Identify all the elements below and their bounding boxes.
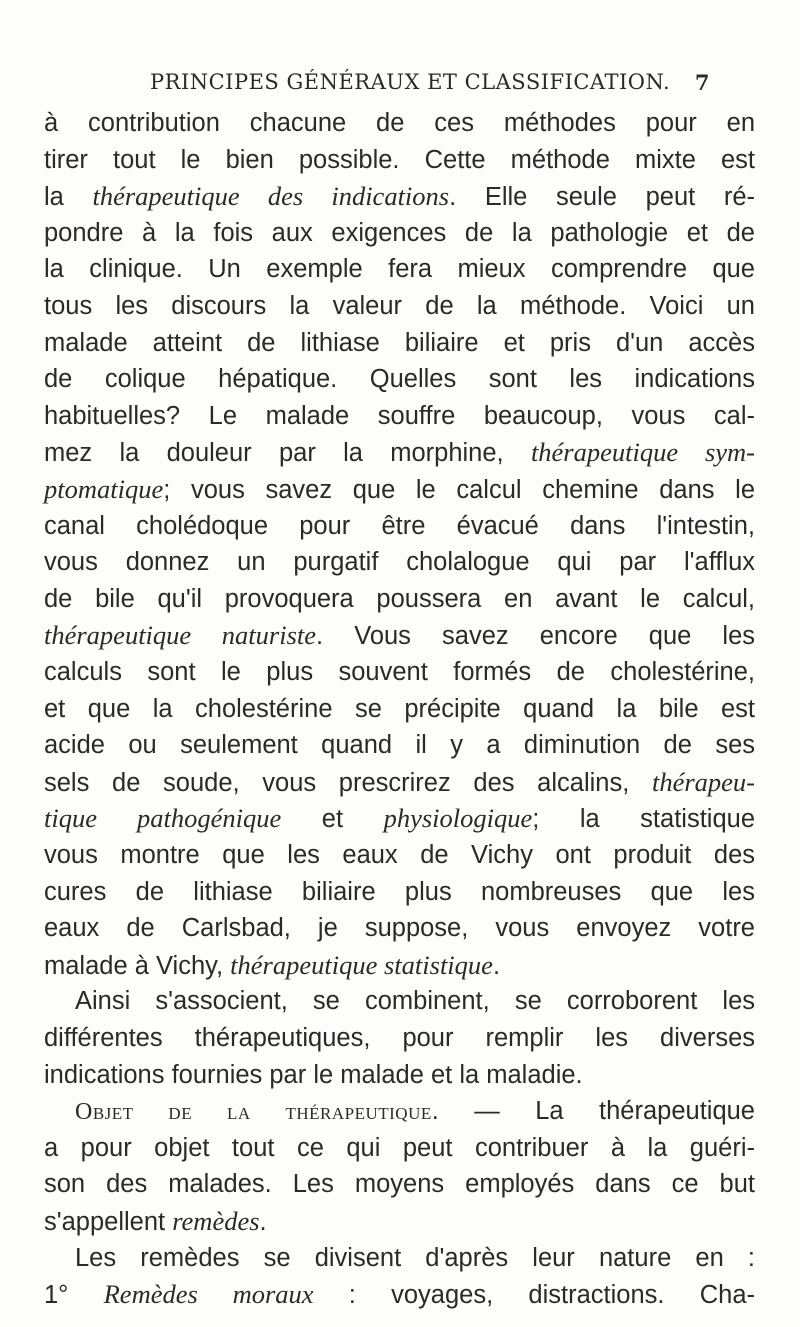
text-run: eaux de Carlsbad, je suppose, vous envoyez votre	[44, 914, 755, 943]
text-line	[44, 105, 755, 141]
text-line	[44, 508, 755, 544]
text-run: canal cholédoque pour être évacué dans l'intestin,	[44, 511, 755, 540]
running-head	[150, 70, 710, 102]
text-run: .	[259, 1208, 267, 1236]
text-line	[44, 764, 755, 800]
text-line	[44, 581, 755, 617]
text-line	[44, 617, 755, 653]
text-run: et	[281, 805, 384, 834]
text-line	[44, 691, 755, 727]
text-run: ; vous savez que le calcul chemine dans le	[163, 476, 755, 504]
text-run: tous les discours la valeur de la méthode. Voici un	[44, 292, 755, 320]
text-run: indications fournies par le malade et la maladie.	[44, 1060, 583, 1089]
text-line	[44, 1203, 755, 1239]
running-title: PRINCIPES GÉNÉRAUX ET CLASSIFICATION.	[150, 70, 671, 94]
text-line	[44, 1020, 755, 1056]
text-run: acide ou seulement quand il y a diminution de ses	[44, 731, 755, 760]
text-line	[44, 837, 755, 873]
text-run: vous montre que les eaux de Vichy ont produit des	[44, 841, 755, 869]
text-line	[44, 398, 755, 434]
italic-text: thérapeutique naturiste	[44, 620, 317, 651]
text-run: de bile qu'il provoquera poussera en avant le calcul,	[44, 584, 755, 613]
text-line	[44, 325, 755, 361]
text-run: la clinique. Un exemple fera mieux comprendre que	[44, 255, 755, 284]
text-line	[44, 178, 755, 214]
text-run: . Vous savez encore que les	[316, 622, 755, 651]
text-run: la	[44, 183, 93, 212]
text-run: et que la cholestérine se précipite quand la bile est	[44, 694, 755, 723]
text-run: différentes thérapeutiques, pour remplir les diverses	[44, 1024, 755, 1052]
text-run: calculs sont le plus souvent formés de cholestérine,	[44, 658, 755, 686]
section-heading: Objet de la thérapeutique	[75, 1099, 432, 1126]
text-run: mez la douleur par la morphine,	[44, 439, 531, 468]
text-line	[44, 1130, 755, 1166]
italic-text: remèdes	[172, 1206, 260, 1236]
page-number: 7	[694, 70, 710, 95]
text-run: sels de soude, vous prescrirez des alcalins,	[44, 768, 652, 797]
text-run: habituelles? Le malade souffre beaucoup, vous cal-	[44, 401, 755, 430]
text-run: Les remèdes se divisent d'après leur nature en :	[75, 1243, 755, 1272]
italic-text: thérapeutique statistique	[230, 949, 493, 980]
text-line	[44, 727, 755, 763]
text-line	[75, 1093, 755, 1129]
text-run: . Elle seule peut ré-	[449, 183, 756, 212]
text-line	[44, 288, 755, 324]
text-run: malade atteint de lithiase biliaire et pris d'un accès	[44, 328, 755, 357]
italic-text: Remèdes moraux	[103, 1279, 314, 1310]
text-line	[44, 1166, 755, 1202]
italic-text: ptomatique	[44, 474, 164, 504]
italic-text: thérapeu-	[651, 766, 755, 797]
text-run: a pour objet tout ce qui peut contribuer à la guéri-	[44, 1133, 755, 1162]
text-run: vous donnez un purgatif cholalogue qui par l'afflux	[44, 548, 755, 577]
text-line	[44, 947, 755, 983]
text-line	[44, 874, 755, 910]
text-line	[44, 1057, 755, 1093]
italic-text: thérapeutique des indications	[92, 181, 450, 212]
text-run: malade à Vichy,	[44, 951, 231, 980]
text-line	[44, 142, 755, 178]
italic-text: physiologique	[383, 803, 533, 834]
text-line	[44, 215, 755, 251]
text-line	[44, 800, 755, 836]
text-line	[44, 910, 755, 946]
text-run: Ainsi s'associent, se combinent, se corroborent les	[75, 987, 755, 1016]
text-run: cures de lithiase biliaire plus nombreuses que les	[44, 877, 755, 906]
text-line	[44, 654, 755, 690]
text-line	[44, 361, 755, 397]
text-line	[44, 1276, 755, 1312]
text-run: : voyages, distractions. Cha-	[313, 1281, 755, 1310]
text-run: .	[492, 951, 501, 980]
text-run: à contribution chacune de ces méthodes pour en	[44, 109, 755, 137]
text-run: 1°	[44, 1281, 104, 1310]
text-run: . — La thérapeutique	[431, 1097, 755, 1126]
text-run: son des malades. Les moyens employés dans ce but	[44, 1170, 755, 1199]
text-run: de colique hépatique. Quelles sont les indications	[44, 365, 755, 394]
text-line	[44, 544, 755, 580]
italic-text: thérapeutique sym-	[530, 437, 755, 468]
text-run: s'appellent	[44, 1208, 173, 1236]
text-run: pondre à la fois aux exigences de la pathologie et de	[44, 218, 755, 247]
text-run: tirer tout le bien possible. Cette méthode mixte est	[44, 145, 755, 174]
text-run: ; la statistique	[532, 805, 755, 834]
text-line	[44, 434, 755, 470]
text-line	[44, 251, 755, 287]
italic-text: tique pathogénique	[44, 803, 282, 834]
text-line	[44, 471, 755, 507]
text-line	[75, 983, 755, 1019]
text-line	[75, 1240, 755, 1276]
